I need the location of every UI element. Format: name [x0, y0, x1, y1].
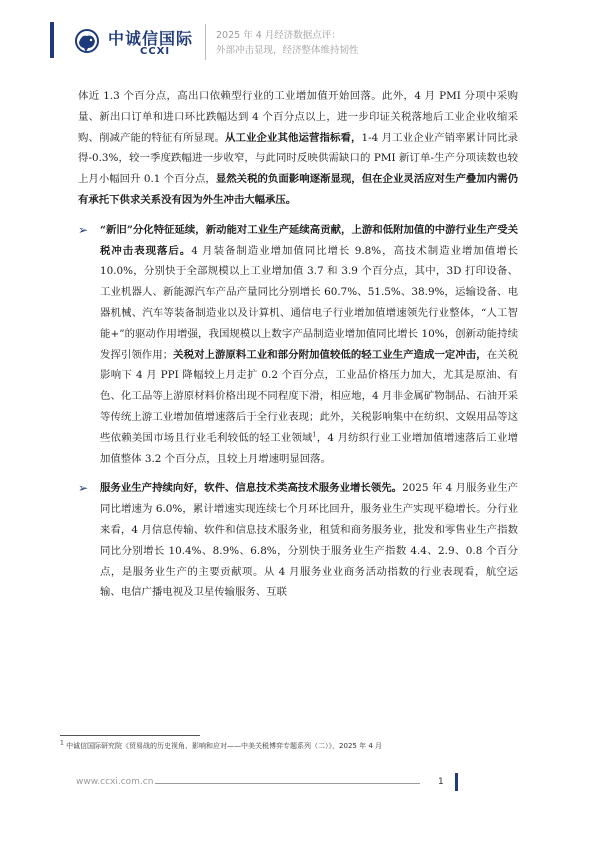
header-divider — [205, 24, 206, 60]
header-accent-bar — [50, 22, 54, 58]
bullet-text: ，4 月纺织行业工业增加值增速落后工业增加值整体 3.2 个百分点，且较上月增速明显回落。 — [100, 431, 518, 465]
report-title-line1: 2025 年 4 月经济数据点评： — [216, 30, 341, 41]
page-number: 1 — [438, 777, 444, 787]
page-header — [0, 0, 595, 70]
body-paragraph — [78, 86, 518, 211]
footer-divider — [155, 783, 420, 784]
bullet-bold-text: 关税对上游原料工业和部分附加值较低的轻工业生产造成一定冲击， — [173, 348, 487, 361]
ccxi-logo-icon — [70, 28, 104, 54]
footnote — [60, 741, 530, 751]
footer-accent-bar — [455, 773, 458, 791]
footnote-text: 中诚信国际研究院《贸易战的历史视角、影响和应对——中美关税博弈专题系列（二）》，2025 年 4 月 — [66, 742, 383, 750]
paragraph-text: 体近 1.3 个百分点，高出口依赖型行业的工业增加值开始回落。此外，4 月 PMI 分项中采购量、新出口订单和进口环比跌幅达到 4 个百分点以上，进一步印证关税落地后工业企业收缩采购、削减产能的特征有所显现。 — [78, 90, 518, 144]
bullet-text: 2025 年 4 月服务业生产同比增速为 6.0%，累计增速实现连续七个月环比回升，服务业生产实现平稳增长。分行业来看，4 月信息传输、软件和信息技术服务业，租赁和商务服务业，批发和零售业生产指数同比分别增长 10.4%、8.9%、6.8%，分别快于服务业生产指数 4.4、2.9、0.8 个百分点，是服务业生产的主要贡献项。从 4 月服务业业商务活动指数的行业表现看，航空运输、电信广播电视及卫星传输服务、互联 — [100, 482, 519, 599]
arrow-bullet-icon: ➢ — [78, 481, 89, 496]
arrow-bullet-icon: ➢ — [78, 222, 89, 237]
paragraph-bold-text: 从工业企业其他运营指标看， — [224, 131, 362, 144]
report-title-line2: 外部冲击显现，经济整体维持韧性 — [216, 45, 359, 56]
bullet-text: 在关税影响下 4 月 PPI 降幅较上月走扩 0.2 个百分点，工业品价格压力加大，尤其是原油、有色、化工品等上游原材料价格出现不同程度下滑，相应地，4 月非金属矿物制品、石油开采等传统上游工业增加值增速落后于全行业表现；此外，关税影响集中在纺织、文娱用品等这些依赖美国市场且行业毛利较低的轻工业领域 — [100, 348, 519, 444]
bullet-item-services — [78, 478, 518, 603]
bullet-item-industry — [78, 220, 518, 470]
main-content — [78, 86, 518, 603]
footnote-ref[interactable]: 1 — [312, 431, 317, 439]
bullet-text: 4 月装备制造业增加值同比增长 9.8%，高技术制造业增加值增长 10.0%，分别快于全部规模以上工业增加值 3.7 和 3.9 个百分点，其中，3D 打印设备、工业机器人、新能源汽车产品产量同比分别增长 60.7%、51.5%、38.9%，运输设备、电器机械、汽车等装备制造业以及计算机、通信电子行业增加值增速领先行业整体，“人工智能+”的驱动作用增强，我国规模以上数字产品制造业增加值同比增长 10%，创新动能持续发挥引领作用； — [100, 244, 519, 361]
bullet-heading: “新旧”分化特征延续，新动能对工业生产延续高贡献，上游和低附加值的中游行业生产受关税冲击表现落后。 — [100, 223, 518, 257]
paragraph-text: 1-4 月工业企业产销率累计同比录得-0.3%，较一季度跌幅进一步收窄，与此同时反映供需缺口的 PMI 新订单-生产分项读数也较上月小幅回升 0.1 个百分点， — [78, 131, 518, 186]
bullet-heading: 服务业生产持续向好，软件、信息技术类高技术服务业增长领先。 — [100, 482, 403, 495]
brand-name-cn: 中诚信国际 — [108, 29, 194, 48]
footer-website-link[interactable]: www.ccxi.com.cn — [76, 777, 154, 787]
footnote-marker: 1 — [60, 739, 64, 747]
footnote-separator — [60, 735, 200, 736]
paragraph-bold-text: 显然关税的负面影响逐渐显现，但在企业灵活应对生产叠加内需仍有承托下供求关系没有因为外生冲击大幅承压。 — [78, 173, 518, 206]
report-title — [216, 28, 359, 58]
brand-name-en: CCXI — [140, 46, 171, 57]
